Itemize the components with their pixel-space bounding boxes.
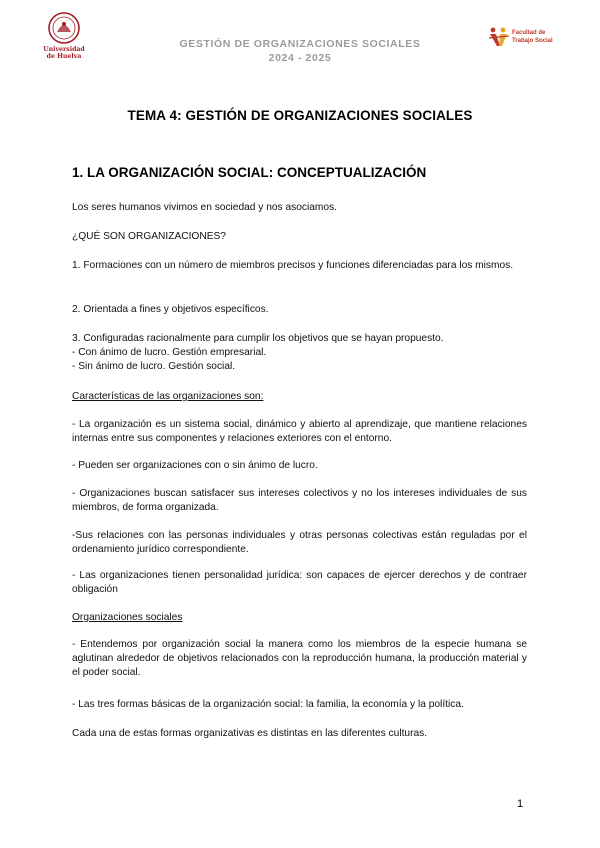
header-course-title: GESTIÓN DE ORGANIZACIONES SOCIALES — [179, 38, 421, 50]
characteristic-3: - Organizaciones buscan satisfacer sus intereses colectivos y no los intereses individuales de sus miembros, de forma organizada. — [72, 488, 527, 513]
faculty-figures-icon — [488, 26, 510, 48]
header-academic-year: 2024 - 2025 — [268, 52, 332, 64]
social-paragraph-1: - Entendemos por organización social la manera como los miembros de la especie humana se aglutinan alrededor de objetivos relacionados con la reproducción humana, la producción material y el poder social. — [72, 639, 527, 678]
faculty-logo-line1: Facultad de — [512, 30, 546, 36]
faculty-logo-line2: Trabajo Social — [512, 38, 553, 44]
question-heading: ¿QUÉ SON ORGANIZACIONES? — [72, 231, 226, 242]
characteristic-4: -Sus relaciones con las personas individuales y otras personas colectivas están reguladas por el ordenamiento jurídico correspondiente. — [72, 530, 527, 555]
point-1: 1. Formaciones con un número de miembros precisos y funciones diferenciadas para los mismos. — [72, 260, 514, 271]
section-heading: 1. LA ORGANIZACIÓN SOCIAL: CONCEPTUALIZACIÓN — [72, 165, 427, 180]
point-3: 3. Configuradas racionalmente para cumplir los objetivos que se hayan propuesto. — [72, 333, 444, 344]
intro-paragraph: Los seres humanos vivimos en sociedad y nos asociamos. — [72, 202, 338, 213]
page-number: 1 — [517, 798, 524, 810]
point-3-sub-a: - Con ánimo de lucro. Gestión empresarial. — [72, 347, 267, 358]
university-logo-line2: de Huelva — [46, 53, 82, 60]
document-title: TEMA 4: GESTIÓN DE ORGANIZACIONES SOCIALES — [127, 108, 473, 123]
running-header — [160, 37, 440, 65]
social-organizations-heading: Organizaciones sociales — [72, 612, 183, 623]
university-logo-line1: Universidad — [43, 46, 85, 53]
university-logo-text — [42, 46, 86, 60]
characteristic-1: - La organización es un sistema social, dinámico y abierto al aprendizaje, que mantiene relaciones internas entre sus componentes y relaciones exteriores con el entorno. — [72, 419, 527, 444]
characteristic-2: - Pueden ser organizaciones con o sin ánimo de lucro. — [72, 460, 318, 471]
characteristic-5: - Las organizaciones tienen personalidad jurídica: son capaces de ejercer derechos y de contraer obligación — [72, 570, 527, 595]
characteristics-heading: Características de las organizaciones son: — [72, 391, 264, 402]
faculty-logo — [488, 26, 576, 50]
university-seal-icon — [42, 10, 86, 46]
social-paragraph-3: Cada una de estas formas organizativas es distintas en las diferentes culturas. — [72, 728, 428, 739]
faculty-logo-text — [512, 29, 553, 45]
social-paragraph-2: - Las tres formas básicas de la organización social: la familia, la economía y la política. — [72, 699, 464, 710]
point-2: 2. Orientada a fines y objetivos específicos. — [72, 304, 269, 315]
point-3-sub-b: - Sin ánimo de lucro. Gestión social. — [72, 361, 236, 372]
